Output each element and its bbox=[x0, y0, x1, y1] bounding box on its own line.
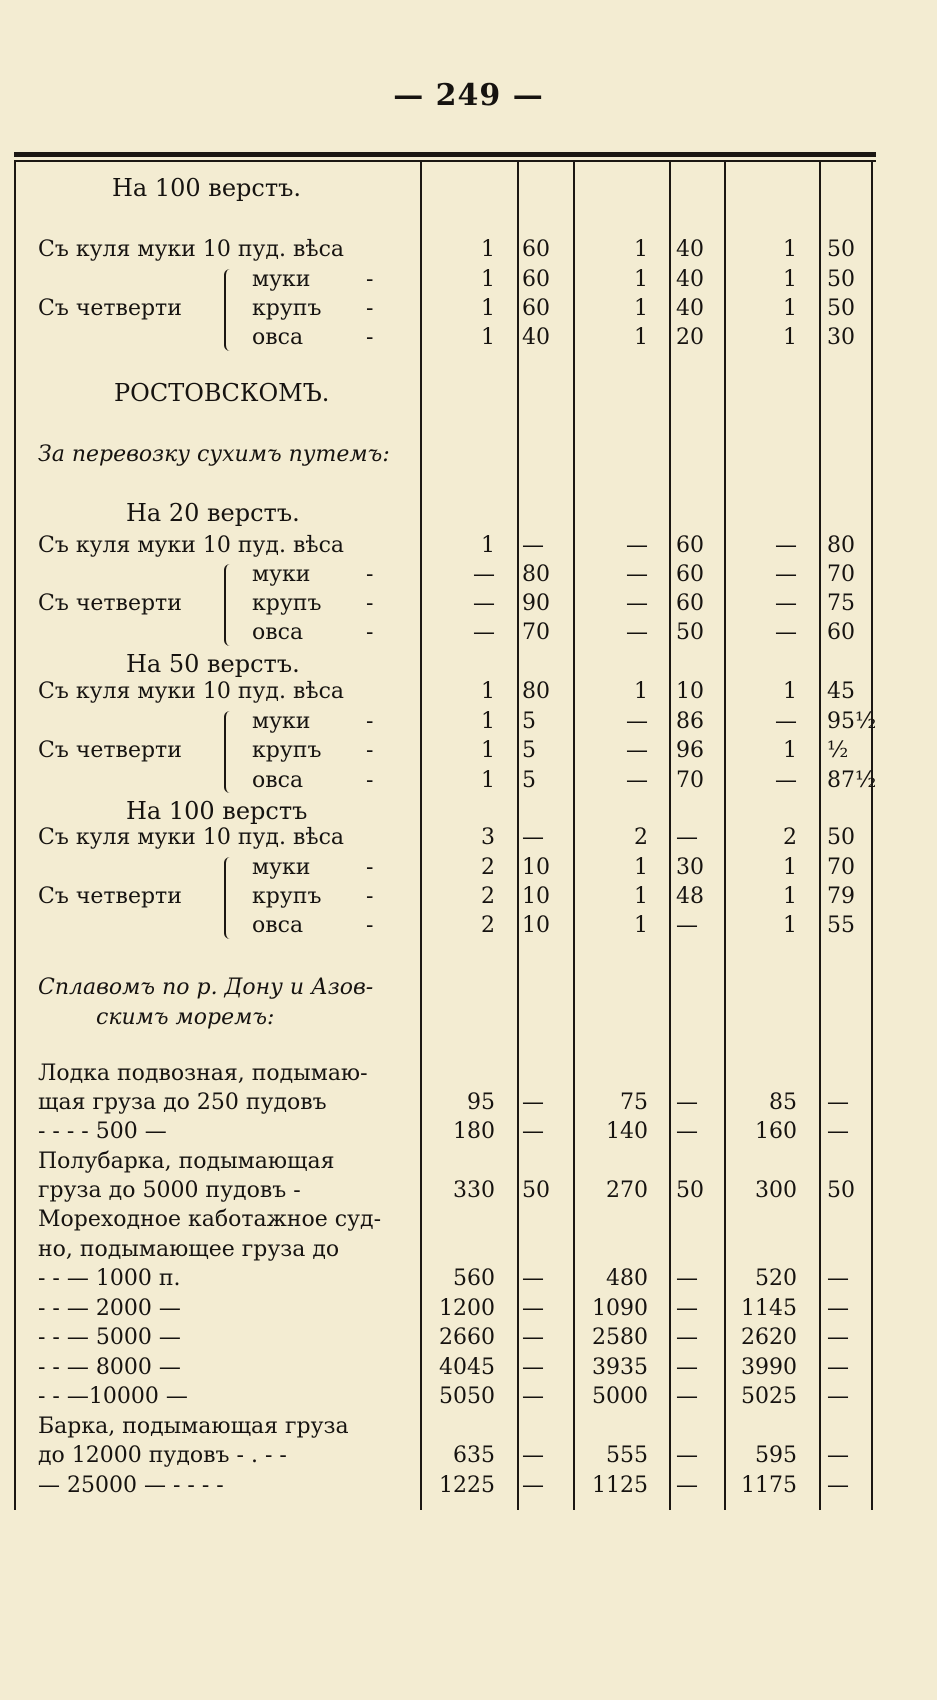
heading-text: Сплавомъ по р. Дону и Азов- bbox=[38, 975, 374, 1000]
table-cell: — bbox=[676, 825, 698, 850]
table-cell: — bbox=[775, 709, 797, 734]
table-cell: — bbox=[676, 1325, 698, 1350]
table-cell: 50 bbox=[676, 1178, 704, 1203]
table-row bbox=[0, 824, 937, 852]
table-cell: 60 bbox=[676, 591, 704, 616]
table-cell: 80 bbox=[522, 679, 550, 704]
table-cell: 48 bbox=[676, 884, 704, 909]
row-label: до 12000 пудовъ - . - - bbox=[38, 1443, 287, 1468]
table-cell: — bbox=[827, 1473, 849, 1498]
table-cell: 10 bbox=[676, 679, 704, 704]
table-cell: — bbox=[522, 1325, 544, 1350]
table-row bbox=[0, 590, 937, 618]
table-cell: 30 bbox=[827, 325, 855, 350]
table-cell: 50 bbox=[522, 1178, 550, 1203]
table-cell: 3935 bbox=[592, 1355, 648, 1380]
table-cell: 1 bbox=[783, 267, 797, 292]
table-cell: 80 bbox=[522, 562, 550, 587]
table-cell: 60 bbox=[676, 562, 704, 587]
table-cell: — bbox=[626, 768, 648, 793]
table-cell: — bbox=[827, 1384, 849, 1409]
row-label: овса bbox=[252, 325, 304, 350]
row-label: Мореходное каботажное суд- bbox=[38, 1207, 382, 1232]
table-cell: 1 bbox=[783, 855, 797, 880]
row-label: Лодка подвозная, подымаю- bbox=[38, 1061, 368, 1086]
table-cell: — bbox=[827, 1355, 849, 1380]
section-heading bbox=[0, 1206, 937, 1234]
table-cell: 70 bbox=[676, 768, 704, 793]
table-cell: — bbox=[827, 1090, 849, 1115]
table-cell: 10 bbox=[522, 913, 550, 938]
table-row bbox=[0, 1324, 937, 1352]
table-row bbox=[0, 1354, 937, 1382]
table-row bbox=[0, 1383, 937, 1411]
row-dash: - bbox=[366, 591, 374, 616]
table-cell: — bbox=[827, 1325, 849, 1350]
table-cell: 1 bbox=[783, 325, 797, 350]
table-cell: 87½ bbox=[827, 768, 877, 793]
row-dash: - bbox=[366, 562, 374, 587]
table-cell: 1 bbox=[634, 296, 648, 321]
section-heading bbox=[0, 974, 937, 1002]
row-dash: - bbox=[366, 855, 374, 880]
table-cell: 1 bbox=[634, 679, 648, 704]
table-cell: 40 bbox=[676, 267, 704, 292]
table-cell: 1 bbox=[481, 533, 495, 558]
section-heading bbox=[0, 1148, 937, 1176]
row-label: муки bbox=[252, 267, 311, 292]
group-label: Съ четверти bbox=[38, 884, 182, 909]
table-cell: 2 bbox=[783, 825, 797, 850]
table-cell: 10 bbox=[522, 855, 550, 880]
table-row bbox=[0, 854, 937, 882]
table-cell: 1 bbox=[634, 884, 648, 909]
row-label: - - — 2000 — bbox=[38, 1296, 181, 1321]
table-cell: — bbox=[522, 1443, 544, 1468]
table-cell: 1 bbox=[481, 768, 495, 793]
table-cell: 3990 bbox=[741, 1355, 797, 1380]
table-cell: 40 bbox=[522, 325, 550, 350]
table-cell: 2 bbox=[481, 855, 495, 880]
table-cell: 1 bbox=[481, 237, 495, 262]
table-cell: 1 bbox=[634, 913, 648, 938]
row-dash: - bbox=[366, 768, 374, 793]
table-row bbox=[0, 1442, 937, 1470]
table-cell: 95 bbox=[467, 1090, 495, 1115]
table-cell: — bbox=[775, 562, 797, 587]
table-cell: — bbox=[522, 533, 544, 558]
table-cell: — bbox=[473, 562, 495, 587]
table-cell: — bbox=[676, 1355, 698, 1380]
section-heading bbox=[0, 797, 937, 825]
table-row bbox=[0, 737, 937, 765]
table-cell: 45 bbox=[827, 679, 855, 704]
row-label: - - — 8000 — bbox=[38, 1355, 181, 1380]
table-row bbox=[0, 619, 937, 647]
row-label: Съ куля муки 10 пуд. вѣса bbox=[38, 533, 345, 558]
table-row bbox=[0, 295, 937, 323]
table-cell: 2580 bbox=[592, 1325, 648, 1350]
table-cell: 5 bbox=[522, 768, 536, 793]
table-cell: 2 bbox=[481, 913, 495, 938]
row-dash: - bbox=[366, 267, 374, 292]
table-cell: — bbox=[626, 562, 648, 587]
section-heading bbox=[0, 1413, 937, 1441]
table-cell: 70 bbox=[827, 562, 855, 587]
table-row bbox=[0, 1295, 937, 1323]
section-heading bbox=[0, 650, 937, 678]
table-cell: 140 bbox=[606, 1119, 648, 1144]
table-cell: 2 bbox=[481, 884, 495, 909]
table-cell: 70 bbox=[827, 855, 855, 880]
table-cell: 95½ bbox=[827, 709, 877, 734]
heading-text: скимъ моремъ: bbox=[96, 1005, 275, 1030]
table-cell: — bbox=[522, 1355, 544, 1380]
table-cell: — bbox=[676, 1119, 698, 1144]
table-cell: 1 bbox=[481, 679, 495, 704]
table-cell: 5025 bbox=[741, 1384, 797, 1409]
table-cell: — bbox=[827, 1443, 849, 1468]
table-cell: 70 bbox=[522, 620, 550, 645]
heading-text: На 50 верстъ. bbox=[126, 650, 300, 678]
row-label: - - - - 500 — bbox=[38, 1119, 167, 1144]
table-cell: 595 bbox=[755, 1443, 797, 1468]
table-cell: 1125 bbox=[592, 1473, 648, 1498]
row-label: муки bbox=[252, 709, 311, 734]
table-cell: 520 bbox=[755, 1266, 797, 1291]
row-label: муки bbox=[252, 855, 311, 880]
table-cell: 1 bbox=[634, 267, 648, 292]
row-label: - - —10000 — bbox=[38, 1384, 188, 1409]
heading-text: На 100 верстъ bbox=[126, 797, 308, 825]
table-row bbox=[0, 883, 937, 911]
table-cell: 4045 bbox=[439, 1355, 495, 1380]
table-row bbox=[0, 912, 937, 940]
table-cell: — bbox=[522, 1119, 544, 1144]
table-cell: 1145 bbox=[741, 1296, 797, 1321]
table-cell: — bbox=[827, 1119, 849, 1144]
table-cell: 1 bbox=[481, 325, 495, 350]
row-dash: - bbox=[366, 709, 374, 734]
table-cell: 50 bbox=[827, 237, 855, 262]
heading-text: За перевозку сухимъ путемъ: bbox=[38, 442, 390, 467]
table-cell: 50 bbox=[827, 825, 855, 850]
table-cell: — bbox=[775, 591, 797, 616]
table-cell: — bbox=[827, 1266, 849, 1291]
table-cell: 5050 bbox=[439, 1384, 495, 1409]
row-label: Съ куля муки 10 пуд. вѣса bbox=[38, 679, 345, 704]
row-dash: - bbox=[366, 913, 374, 938]
table-cell: — bbox=[676, 1296, 698, 1321]
table-row bbox=[0, 266, 937, 294]
table-cell: 2620 bbox=[741, 1325, 797, 1350]
table-row bbox=[0, 708, 937, 736]
table-cell: — bbox=[676, 1090, 698, 1115]
table-cell: 160 bbox=[755, 1119, 797, 1144]
table-cell: 1175 bbox=[741, 1473, 797, 1498]
table-cell: 60 bbox=[522, 237, 550, 262]
table-cell: — bbox=[522, 1266, 544, 1291]
table-cell: 20 bbox=[676, 325, 704, 350]
table-cell: 5000 bbox=[592, 1384, 648, 1409]
table-cell: 10 bbox=[522, 884, 550, 909]
table-cell: — bbox=[827, 1296, 849, 1321]
row-dash: - bbox=[366, 738, 374, 763]
table-cell: 2660 bbox=[439, 1325, 495, 1350]
row-label: - - — 1000 п. bbox=[38, 1266, 181, 1291]
table-cell: 40 bbox=[676, 296, 704, 321]
row-label: муки bbox=[252, 562, 311, 587]
table-cell: — bbox=[626, 533, 648, 558]
table-cell: 60 bbox=[676, 533, 704, 558]
heading-text: На 20 верстъ. bbox=[126, 499, 300, 527]
table-cell: 3 bbox=[481, 825, 495, 850]
table-cell: — bbox=[676, 913, 698, 938]
top-double-rule bbox=[14, 152, 876, 157]
table-cell: 5 bbox=[522, 709, 536, 734]
table-row bbox=[0, 1089, 937, 1117]
table-cell: — bbox=[676, 1266, 698, 1291]
row-label: Съ куля муки 10 пуд. вѣса bbox=[38, 237, 345, 262]
table-cell: 1225 bbox=[439, 1473, 495, 1498]
section-heading bbox=[0, 1060, 937, 1088]
row-label: крупъ bbox=[252, 296, 322, 321]
row-label: щая груза до 250 пудовъ bbox=[38, 1090, 327, 1115]
table-cell: 555 bbox=[606, 1443, 648, 1468]
table-cell: — bbox=[522, 1384, 544, 1409]
table-cell: 480 bbox=[606, 1266, 648, 1291]
top-thin-rule bbox=[14, 160, 876, 162]
section-heading bbox=[0, 441, 937, 469]
table-cell: 40 bbox=[676, 237, 704, 262]
table-cell: — bbox=[522, 1473, 544, 1498]
table-cell: 330 bbox=[453, 1178, 495, 1203]
row-label: крупъ bbox=[252, 591, 322, 616]
row-label: Барка, подымающая груза bbox=[38, 1414, 349, 1439]
table-cell: 1 bbox=[481, 267, 495, 292]
table-row bbox=[0, 324, 937, 352]
table-cell: 50 bbox=[827, 1178, 855, 1203]
section-heading bbox=[0, 499, 937, 527]
table-cell: 1 bbox=[783, 679, 797, 704]
row-dash: - bbox=[366, 884, 374, 909]
heading-text: РОСТОВСКОМЪ. bbox=[114, 379, 330, 407]
table-cell: ½ bbox=[827, 738, 849, 763]
table-row bbox=[0, 1118, 937, 1146]
table-cell: 85 bbox=[769, 1090, 797, 1115]
section-heading bbox=[0, 1236, 937, 1264]
row-dash: - bbox=[366, 296, 374, 321]
table-cell: 86 bbox=[676, 709, 704, 734]
table-row bbox=[0, 767, 937, 795]
group-label: Съ четверти bbox=[38, 591, 182, 616]
row-label: крупъ bbox=[252, 884, 322, 909]
table-cell: 60 bbox=[522, 267, 550, 292]
table-cell: — bbox=[775, 620, 797, 645]
table-cell: 1 bbox=[481, 709, 495, 734]
table-cell: 1 bbox=[783, 913, 797, 938]
row-label: груза до 5000 пудовъ - bbox=[38, 1178, 301, 1203]
row-dash: - bbox=[366, 325, 374, 350]
row-label: Полубарка, подымающая bbox=[38, 1149, 335, 1174]
table-row bbox=[0, 678, 937, 706]
table-cell: 2 bbox=[634, 825, 648, 850]
row-label: крупъ bbox=[252, 738, 322, 763]
table-cell: 30 bbox=[676, 855, 704, 880]
heading-text: На 100 верстъ. bbox=[112, 174, 301, 202]
table-cell: — bbox=[626, 620, 648, 645]
table-row bbox=[0, 1265, 937, 1293]
row-label: овса bbox=[252, 768, 304, 793]
table-cell: 270 bbox=[606, 1178, 648, 1203]
table-cell: — bbox=[522, 1296, 544, 1321]
row-label: - - — 5000 — bbox=[38, 1325, 181, 1350]
row-label: овса bbox=[252, 620, 304, 645]
table-cell: 1 bbox=[783, 296, 797, 321]
table-cell: — bbox=[775, 768, 797, 793]
table-cell: — bbox=[676, 1443, 698, 1468]
table-row bbox=[0, 1472, 937, 1500]
table-cell: 1200 bbox=[439, 1296, 495, 1321]
table-cell: 50 bbox=[676, 620, 704, 645]
row-label: но, подымающее груза до bbox=[38, 1237, 340, 1262]
table-cell: — bbox=[522, 1090, 544, 1115]
row-dash: - bbox=[366, 620, 374, 645]
table-cell: 1 bbox=[634, 237, 648, 262]
table-cell: 1 bbox=[481, 738, 495, 763]
table-row bbox=[0, 532, 937, 560]
table-cell: 300 bbox=[755, 1178, 797, 1203]
table-cell: — bbox=[626, 709, 648, 734]
table-cell: — bbox=[473, 591, 495, 616]
table-cell: — bbox=[676, 1473, 698, 1498]
page-number: — 249 — bbox=[393, 78, 544, 113]
table-cell: — bbox=[522, 825, 544, 850]
table-cell: 50 bbox=[827, 267, 855, 292]
table-cell: 75 bbox=[827, 591, 855, 616]
table-cell: 50 bbox=[827, 296, 855, 321]
section-heading bbox=[0, 1004, 937, 1032]
table-cell: — bbox=[626, 738, 648, 763]
group-label: Съ четверти bbox=[38, 738, 182, 763]
table-cell: 1 bbox=[634, 325, 648, 350]
table-cell: — bbox=[473, 620, 495, 645]
row-label: овса bbox=[252, 913, 304, 938]
table-cell: 90 bbox=[522, 591, 550, 616]
table-cell: 60 bbox=[827, 620, 855, 645]
table-cell: 180 bbox=[453, 1119, 495, 1144]
table-cell: 55 bbox=[827, 913, 855, 938]
table-cell: — bbox=[626, 591, 648, 616]
table-cell: 75 bbox=[620, 1090, 648, 1115]
table-cell: — bbox=[676, 1384, 698, 1409]
row-label: Съ куля муки 10 пуд. вѣса bbox=[38, 825, 345, 850]
table-row bbox=[0, 236, 937, 264]
table-cell: 1 bbox=[481, 296, 495, 321]
table-cell: 560 bbox=[453, 1266, 495, 1291]
table-cell: 1 bbox=[634, 855, 648, 880]
table-row bbox=[0, 561, 937, 589]
row-label: — 25000 — - - - - bbox=[38, 1473, 224, 1498]
table-row bbox=[0, 1177, 937, 1205]
table-cell: 60 bbox=[522, 296, 550, 321]
table-cell: — bbox=[775, 533, 797, 558]
section-heading bbox=[0, 174, 937, 202]
table-cell: 635 bbox=[453, 1443, 495, 1468]
table-cell: 5 bbox=[522, 738, 536, 763]
table-cell: 1 bbox=[783, 884, 797, 909]
table-cell: 1 bbox=[783, 237, 797, 262]
table-cell: 1 bbox=[783, 738, 797, 763]
table-cell: 1090 bbox=[592, 1296, 648, 1321]
table-cell: 80 bbox=[827, 533, 855, 558]
section-heading bbox=[0, 379, 937, 407]
table-cell: 96 bbox=[676, 738, 704, 763]
table-cell: 79 bbox=[827, 884, 855, 909]
group-label: Съ четверти bbox=[38, 296, 182, 321]
